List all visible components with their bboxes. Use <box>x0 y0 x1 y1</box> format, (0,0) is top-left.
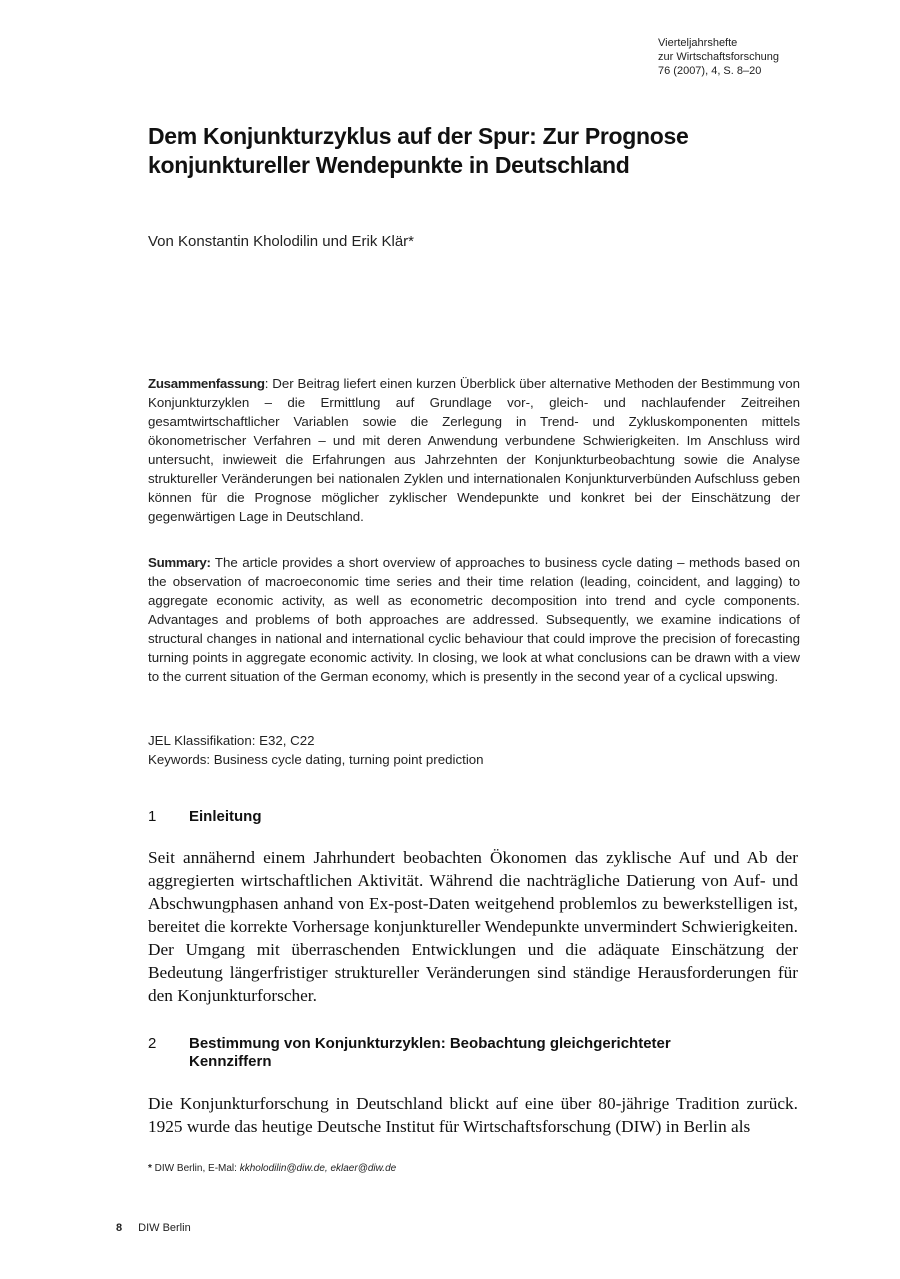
section-1-paragraph: Seit annähernd einem Jahrhundert beobachten Ökonomen das zyklische Auf und Ab der aggregierten wirtschaftlichen Aktivität. Während die nachträgliche Datierung von Auf- und Abschwungphasen anhand von Ex-post-Daten weitgehend problemlos zu bewerkstelligen ist, bereitet die korrekte Vorhersage konjunktureller Wendepunkte unvermindert Schwierigkeiten. Der Umgang mit überraschenden Entwicklungen und die adäquate Einschätzung der Bedeutung längerfristiger struktureller Veränderungen sind ständige Herausforderungen für den Konjunkturforscher. <box>148 848 798 1005</box>
abstract-english <box>148 553 800 686</box>
section-2-paragraph: Die Konjunkturforschung in Deutschland blickt auf eine über 80-jährige Tradition zurück. 1925 wurde das heutige Deutsche Institut für Wirtschaftsforschung (DIW) in Berlin als <box>148 1094 798 1136</box>
journal-issue: 76 (2007), 4, S. 8–20 <box>658 65 762 77</box>
abstract-english-text: The article provides a short overview of approaches to business cycle dating – methods based on the observation of macroeconomic time series and their time relation (leading, coincident, and lagging) to aggregate economic activity, as well as econometric decomposition into trend and cycle components. Advantages and problems of both approaches are addressed. Subsequently, we examine indications of structural changes in national and international cyclic behaviour that could improve the precision of forecasting turning points in aggregate economic activity. In closing, we look at what conclusions can be drawn with a view to the current situation of the German economy, which is presently in the second year of a cyclical upswing. <box>148 555 800 684</box>
author-line: Von Konstantin Kholodilin und Erik Klär* <box>148 233 415 250</box>
abstract-german-text: : Der Beitrag liefert einen kurzen Überblick über alternative Methoden der Bestimmung von Konjunkturzyklen – die Ermittlung auf Grundlage vor-, gleich- und nachlaufender Zeitreihen gesamtwirtschaftlicher Variablen sowie die Zerlegung in Trend- und Zykluskomponenten mittels ökonometrischer Verfahren – und mit deren Anwendung verbundene Schwierigkeiten. Im Anschluss wird untersucht, inwieweit die Erfahrungen aus Jahrzehnten der Konjunkturbeobachtung sowie die Analyse struktureller Veränderungen bei nationalen Zyklen und internationalen Konjunkturverbünden Aufschluss geben können für die Prognose möglicher zyklischer Wendepunkte und konkret bei der Einschätzung der gegenwärtigen Lage in Deutschland. <box>148 376 800 524</box>
footnote <box>148 1162 396 1175</box>
footnote-marker: * <box>148 1163 152 1174</box>
publisher-name: DIW Berlin <box>138 1222 191 1234</box>
journal-info <box>658 36 779 78</box>
section-number: 2 <box>148 1035 157 1052</box>
journal-name-line1: Vierteljahrshefte <box>658 37 738 49</box>
keywords: Keywords: Business cycle dating, turning point prediction <box>148 752 484 767</box>
abstract-english-label: Summary: <box>148 555 211 570</box>
section-title: Einleitung <box>189 808 262 825</box>
article-title: Dem Konjunkturzyklus auf der Spur: Zur Prognose konjunktureller Wendepunkte in Deutschland <box>148 123 689 178</box>
abstract-german <box>148 374 800 526</box>
classification-block <box>148 731 484 769</box>
footnote-text: DIW Berlin, E-Mal: <box>151 1163 240 1174</box>
page-footer <box>116 1221 191 1235</box>
footnote-emails: kkholodilin@diw.de, eklaer@diw.de <box>239 1163 397 1174</box>
journal-name-line2: zur Wirtschaftsforschung <box>658 51 780 63</box>
section-number: 1 <box>148 808 157 825</box>
page-number: 8 <box>116 1222 123 1234</box>
jel-classification: JEL Klassifikation: E32, C22 <box>148 733 315 748</box>
section-title: Bestimmung von Konjunkturzyklen: Beobachtung gleichgerichteter Kennziffern <box>189 1035 671 1070</box>
abstract-german-label: Zusammenfassung <box>148 376 265 391</box>
